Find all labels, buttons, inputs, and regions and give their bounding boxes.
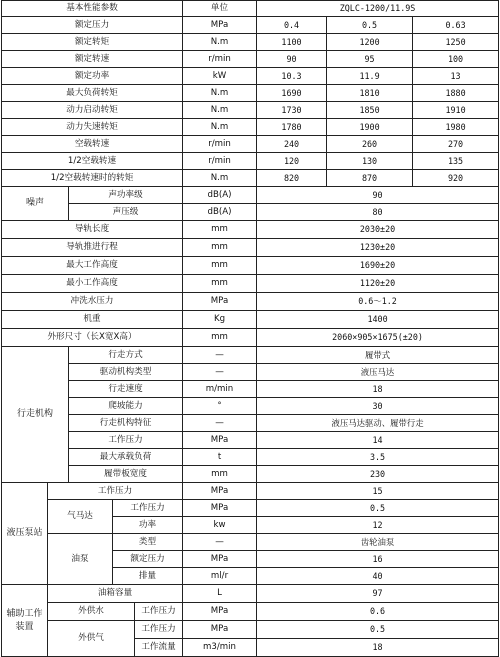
param-name: 声功率级 [69, 187, 183, 204]
travel-row [2, 381, 499, 398]
param-name: 工作压力 [135, 603, 183, 621]
param-unit: Kg [183, 311, 257, 329]
air-label: 外供气 [48, 621, 135, 657]
param-value-group [327, 136, 499, 153]
param-value: 1850 [327, 102, 413, 118]
travel-row [2, 432, 499, 449]
param-value: 1900 [327, 119, 413, 135]
param-name: 导轨长度 [2, 221, 183, 239]
param-name: 1/2空载转速时的转矩 [2, 170, 183, 187]
basic-row [2, 85, 499, 102]
param-value: 920 [447, 172, 464, 183]
basic-row [2, 102, 499, 119]
param-value: 1880 [445, 87, 466, 98]
param-unit: t [183, 449, 257, 466]
param-name: 导轨推进行程 [2, 239, 183, 257]
general-row [2, 275, 499, 293]
param-value-group [327, 34, 499, 51]
param-unit: N.m [183, 170, 257, 187]
param-value: 13 [450, 70, 461, 81]
param-unit: MPa [183, 432, 257, 449]
param-unit: — [183, 347, 257, 364]
param-name: 行走速度 [69, 381, 183, 398]
param-unit: ml/r [183, 568, 257, 585]
header-row [2, 1, 499, 17]
param-name: 最大承载负荷 [69, 449, 183, 466]
noise-row [2, 187, 499, 204]
param-name: 工作压力 [135, 621, 183, 639]
param-unit: mm [183, 466, 257, 483]
param-value: 90 [257, 51, 327, 68]
param-value-group [327, 68, 499, 85]
spec-table [1, 0, 499, 657]
param-name: 1/2空载转速 [2, 153, 183, 170]
general-row [2, 257, 499, 275]
travel-row [2, 415, 499, 432]
param-value: 2060×905×1675(±20) [257, 329, 499, 347]
param-value: 1230±20 [257, 239, 499, 257]
param-value-group [327, 85, 499, 102]
param-value-group [327, 102, 499, 119]
param-value: 135 [447, 155, 464, 166]
general-row [2, 221, 499, 239]
aux-label: 辅助工作装置 [2, 585, 48, 657]
param-unit: dB(A) [183, 204, 257, 221]
param-value: 260 [327, 136, 413, 152]
hydraulic-label: 液压泵站 [2, 483, 48, 585]
param-unit: m/min [183, 381, 257, 398]
param-value: 1200 [327, 34, 413, 50]
param-value: 15 [257, 483, 499, 500]
param-value: 120 [257, 153, 327, 170]
travel-row [2, 449, 499, 466]
param-value: 270 [447, 138, 464, 149]
oil-pump-label: 油泵 [48, 534, 113, 585]
param-value: 1100 [257, 34, 327, 51]
param-name: 额定转矩 [2, 34, 183, 51]
param-name: 最小工作高度 [2, 275, 183, 293]
param-value: 240 [257, 136, 327, 153]
general-row [2, 239, 499, 257]
param-unit: m3/min [183, 639, 257, 657]
param-name: 最大负荷转矩 [2, 85, 183, 102]
param-value: 80 [257, 204, 499, 221]
param-value: 1690 [257, 85, 327, 102]
param-unit: r/min [183, 51, 257, 68]
param-unit: MPa [183, 603, 257, 621]
param-value-group [327, 170, 499, 187]
param-name: 额定压力 [113, 551, 183, 568]
param-name: 工作压力 [69, 432, 183, 449]
oil-pump-row [2, 534, 499, 551]
param-unit: L [183, 585, 257, 603]
param-unit: kw [183, 517, 257, 534]
param-name: 额定压力 [2, 17, 183, 34]
param-unit: kW [183, 68, 257, 85]
param-value: 2030±20 [257, 221, 499, 239]
param-unit: dB(A) [183, 187, 257, 204]
param-name: 工作压力 [48, 483, 183, 500]
param-name: 类型 [113, 534, 183, 551]
param-unit: N.m [183, 85, 257, 102]
param-value: 90 [257, 187, 499, 204]
param-value: 0.63 [445, 19, 466, 30]
general-row [2, 293, 499, 311]
header-param: 基本性能参数 [2, 1, 183, 17]
param-value-group [327, 153, 499, 170]
param-value: 130 [327, 153, 413, 169]
param-unit: N.m [183, 119, 257, 136]
air-motor-label: 气马达 [48, 500, 113, 534]
param-unit: mm [183, 239, 257, 257]
param-value: 0.4 [257, 17, 327, 34]
param-name: 最大工作高度 [2, 257, 183, 275]
param-value: 1780 [257, 119, 327, 136]
param-name: 动力失速转矩 [2, 119, 183, 136]
param-name: 额定功率 [2, 68, 183, 85]
param-value: 1120±20 [257, 275, 499, 293]
param-value: 0.5 [257, 621, 499, 639]
param-value-group [327, 17, 499, 34]
param-unit: MPa [183, 293, 257, 311]
param-value: 1730 [257, 102, 327, 119]
param-value: 230 [257, 466, 499, 483]
param-value: 16 [257, 551, 499, 568]
param-value: 820 [257, 170, 327, 187]
param-value: 1400 [257, 311, 499, 329]
param-value: 18 [257, 381, 499, 398]
param-value: 11.9 [327, 68, 413, 84]
param-unit: N.m [183, 102, 257, 119]
param-value: 1250 [445, 36, 466, 47]
water-label: 外供水 [48, 603, 135, 621]
param-name: 额定转速 [2, 51, 183, 68]
param-name: 排量 [113, 568, 183, 585]
general-row [2, 329, 499, 347]
param-value: 齿轮油泵 [257, 534, 499, 551]
param-value: 30 [257, 398, 499, 415]
param-unit: MPa [183, 17, 257, 34]
param-value: 液压马达驱动、履带行走 [257, 415, 499, 432]
param-name: 外形尺寸（长X宽X高） [2, 329, 183, 347]
param-unit: MPa [183, 551, 257, 568]
basic-row [2, 136, 499, 153]
param-unit: — [183, 534, 257, 551]
param-value: 1690±20 [257, 257, 499, 275]
noise-label: 噪声 [2, 187, 69, 221]
param-value: 1910 [445, 104, 466, 115]
param-name: 油箱容量 [48, 585, 183, 603]
param-value: 0.6～1.2 [257, 293, 499, 311]
aux-water-row [2, 603, 499, 621]
param-unit: mm [183, 275, 257, 293]
spec-table-body [2, 1, 499, 657]
travel-row [2, 466, 499, 483]
param-value: 0.5 [257, 500, 499, 517]
param-unit: r/min [183, 136, 257, 153]
param-name: 工作流量 [135, 639, 183, 657]
hydraulic-row [2, 483, 499, 500]
param-name: 动力启动转矩 [2, 102, 183, 119]
param-unit: N.m [183, 34, 257, 51]
param-value: 870 [327, 170, 413, 186]
param-value: 18 [257, 639, 499, 657]
param-value: 12 [257, 517, 499, 534]
param-value: 100 [447, 53, 464, 64]
aux-air-row [2, 621, 499, 639]
param-value: 97 [257, 585, 499, 603]
param-name: 爬坡能力 [69, 398, 183, 415]
param-value: 10.3 [257, 68, 327, 85]
param-value: 0.6 [257, 603, 499, 621]
param-value: 3.5 [257, 449, 499, 466]
param-name: 声压级 [69, 204, 183, 221]
general-row [2, 311, 499, 329]
header-unit: 单位 [183, 1, 257, 17]
param-unit: mm [183, 329, 257, 347]
travel-label: 行走机构 [2, 347, 69, 483]
air-motor-row [2, 500, 499, 517]
basic-row [2, 170, 499, 187]
param-name: 空载转速 [2, 136, 183, 153]
basic-row [2, 34, 499, 51]
basic-row [2, 68, 499, 85]
param-name: 机重 [2, 311, 183, 329]
param-unit: MPa [183, 483, 257, 500]
param-unit: r/min [183, 153, 257, 170]
param-value: 液压马达 [257, 364, 499, 381]
aux-row [2, 585, 499, 603]
param-value: 1980 [445, 121, 466, 132]
param-unit: MPa [183, 621, 257, 639]
travel-row [2, 347, 499, 364]
param-name: 功率 [113, 517, 183, 534]
param-name: 驱动机构类型 [69, 364, 183, 381]
param-unit: — [183, 364, 257, 381]
basic-row [2, 51, 499, 68]
param-unit: — [183, 415, 257, 432]
basic-row [2, 17, 499, 34]
param-value: 0.5 [327, 17, 413, 33]
param-unit: MPa [183, 500, 257, 517]
header-model: ZQLC-1200/11.9S [257, 1, 499, 17]
param-value: 履带式 [257, 347, 499, 364]
basic-row [2, 119, 499, 136]
param-value-group [327, 51, 499, 68]
noise-row [2, 204, 499, 221]
param-name: 履带板宽度 [69, 466, 183, 483]
param-unit: mm [183, 257, 257, 275]
param-name: 工作压力 [113, 500, 183, 517]
travel-row [2, 364, 499, 381]
param-value: 95 [327, 51, 413, 67]
param-value-group [327, 119, 499, 136]
param-name: 行走方式 [69, 347, 183, 364]
param-value: 40 [257, 568, 499, 585]
param-value: 14 [257, 432, 499, 449]
param-name: 冲洗水压力 [2, 293, 183, 311]
travel-row [2, 398, 499, 415]
param-name: 行走机构特征 [69, 415, 183, 432]
basic-row [2, 153, 499, 170]
param-unit: ° [183, 398, 257, 415]
param-value: 1810 [327, 85, 413, 101]
param-unit: mm [183, 221, 257, 239]
